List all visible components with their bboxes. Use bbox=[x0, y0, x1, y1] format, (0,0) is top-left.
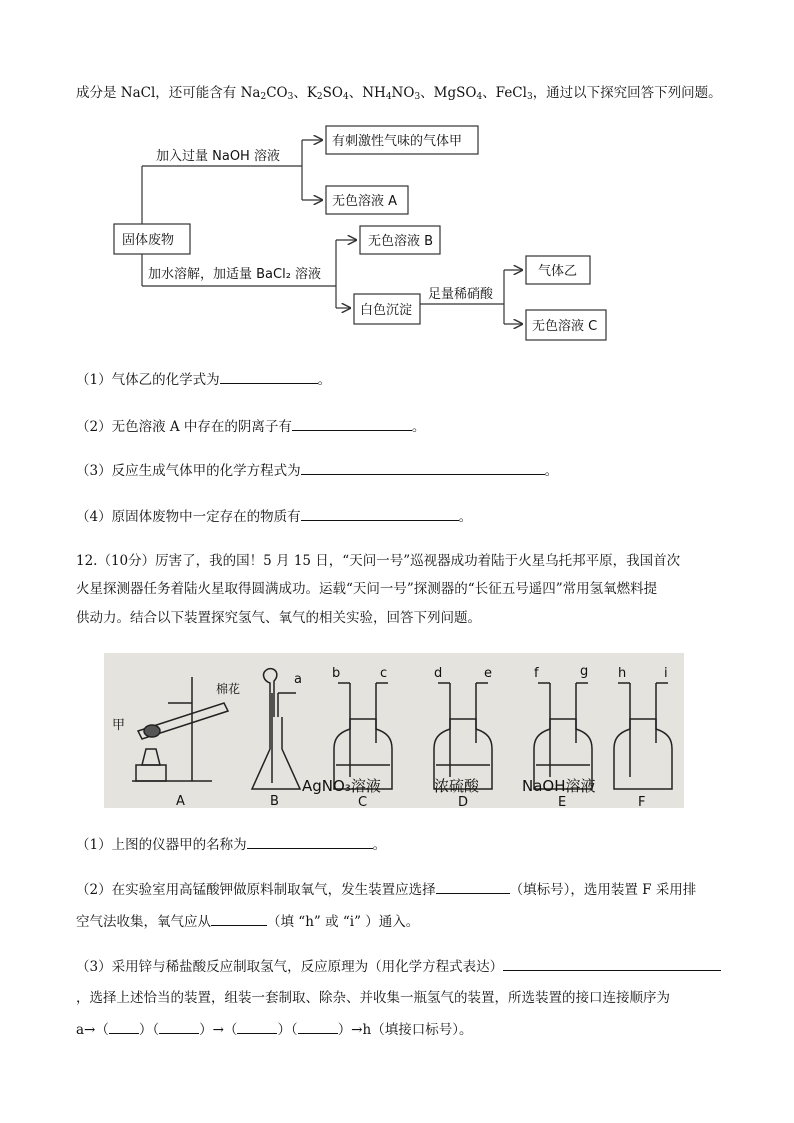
q11-2-text: （2）无色溶液 A 中存在的阴离子有 bbox=[76, 419, 292, 435]
q12-2-text-a: （2）在实验室用高锰酸钾做原料制取氧气，发生装置应选择 bbox=[76, 882, 436, 898]
flow-sol-c-label: 无色溶液 C bbox=[532, 319, 598, 334]
flow-step1-label: 加入过量 NaOH 溶液 bbox=[156, 149, 280, 164]
answer-blank[interactable] bbox=[503, 956, 721, 971]
answer-blank[interactable] bbox=[436, 879, 510, 894]
q12-3-text-d: ）（ bbox=[138, 1022, 160, 1038]
port-h: h bbox=[618, 666, 627, 681]
formula-part: 、NH bbox=[348, 85, 386, 101]
q12-3-text-c: a→（ bbox=[76, 1022, 109, 1038]
port-b: b bbox=[332, 666, 341, 681]
sub: 2 bbox=[260, 92, 267, 102]
sub: 3 bbox=[526, 92, 533, 102]
port-a: a bbox=[294, 672, 302, 687]
q12-1-end: 。 bbox=[372, 837, 387, 853]
flow-diagram bbox=[100, 120, 620, 350]
answer-blank[interactable] bbox=[159, 1019, 199, 1034]
label-cotton: 棉花 bbox=[216, 682, 241, 696]
flow-sol-b-label: 无色溶液 B bbox=[368, 234, 434, 249]
formula-part: 、K bbox=[293, 85, 317, 101]
q12-3-text-a: （3）采用锌与稀盐酸反应制取氢气，反应原理为（用化学方程式表达） bbox=[76, 959, 504, 975]
label-e: E bbox=[558, 795, 567, 808]
answer-blank[interactable] bbox=[211, 911, 267, 926]
port-g: g bbox=[580, 664, 589, 679]
flow-step2-label: 加水溶解，加适量 BaCl₂ 溶液 bbox=[148, 267, 322, 282]
q12-3-text-b: ，选择上述恰当的装置，组装一套制取、除杂、并收集一瓶氢气的装置，所选装置的接口连接顺序为 bbox=[76, 990, 670, 1006]
flow-gas-b-label: 气体乙 bbox=[538, 264, 578, 279]
answer-blank[interactable] bbox=[301, 460, 545, 475]
q12-line3: 供动力。结合以下装置探究氢气、氧气的相关实验，回答下列问题。 bbox=[76, 610, 481, 626]
q12-2b bbox=[76, 911, 419, 932]
q12-3c bbox=[76, 1019, 472, 1040]
label-a: A bbox=[176, 794, 185, 808]
q12-3-text-f: ）（ bbox=[277, 1022, 298, 1038]
answer-blank[interactable] bbox=[298, 1019, 338, 1034]
sub: 2 bbox=[316, 92, 323, 102]
bottle-c bbox=[334, 683, 392, 789]
bottle-f bbox=[614, 683, 672, 789]
port-f: f bbox=[534, 666, 539, 681]
label-c: C bbox=[358, 795, 368, 808]
q12-3-text-g: ）→h（填接口标号）。 bbox=[337, 1022, 473, 1038]
answer-blank[interactable] bbox=[220, 369, 318, 384]
q11-4 bbox=[76, 506, 472, 527]
formula-part: SO bbox=[322, 85, 343, 101]
apparatus-figure bbox=[104, 653, 684, 808]
sub: 4 bbox=[342, 92, 349, 102]
answer-blank[interactable] bbox=[301, 506, 459, 521]
answer-blank[interactable] bbox=[247, 834, 373, 849]
q11-3 bbox=[76, 460, 558, 481]
sub: 4 bbox=[476, 92, 483, 102]
answer-blank[interactable] bbox=[109, 1019, 139, 1034]
port-e: e bbox=[484, 666, 492, 681]
intro-prefix: 成分是 NaCl，还可能含有 Na bbox=[76, 85, 261, 101]
q11-3-end: 。 bbox=[544, 463, 559, 479]
q12-1-text: （1）上图的仪器甲的名称为 bbox=[76, 837, 247, 853]
q11-3-text: （3）反应生成气体甲的化学方程式为 bbox=[76, 463, 301, 479]
reagent-e: NaOH溶液 bbox=[522, 777, 596, 795]
q12-3a bbox=[76, 956, 721, 977]
q11-2-end: 。 bbox=[411, 419, 426, 435]
q11-1-end: 。 bbox=[317, 372, 332, 388]
bottle-d bbox=[434, 683, 492, 789]
q12-line2: 火星探测器任务着陆火星取得圆满成功。运载“天问一号”探测器的“长征五号遥四”常用氢氧燃料提 bbox=[76, 581, 658, 597]
q11-2 bbox=[76, 416, 425, 437]
label-f: F bbox=[638, 795, 646, 808]
conical-flask bbox=[252, 717, 300, 789]
sub: 3 bbox=[287, 92, 294, 102]
q12-line1: 12.（10分）厉害了，我的国！5 月 15 日，“天问一号”巡视器成功着陆于火星乌托邦平原，我国首次 bbox=[76, 553, 681, 569]
sub: 4 bbox=[385, 92, 392, 102]
q12-2-text-d: （填 “h” 或 “i” ）通入。 bbox=[267, 914, 420, 930]
q11-1 bbox=[76, 369, 331, 390]
bottle-e bbox=[534, 683, 592, 789]
q11-1-text: （1）气体乙的化学式为 bbox=[76, 372, 220, 388]
port-i: i bbox=[664, 666, 668, 681]
q12-3-text-e: ）→（ bbox=[199, 1022, 238, 1038]
q12-1 bbox=[76, 834, 386, 855]
q12-2-text-c: 空气法收集，氧气应从 bbox=[76, 914, 211, 930]
formula-part: 、FeCl bbox=[482, 85, 527, 101]
flow-start-label: 固体废物 bbox=[122, 233, 175, 248]
answer-blank[interactable] bbox=[292, 416, 412, 431]
label-jia: 甲 bbox=[112, 718, 126, 733]
port-c: c bbox=[380, 666, 388, 681]
sub: 3 bbox=[414, 92, 421, 102]
flow-precip-label: 白色沉淀 bbox=[360, 303, 413, 318]
q11-4-end: 。 bbox=[458, 509, 473, 525]
formula-part: 、MgSO bbox=[420, 85, 477, 101]
q12-2-text-b: （填标号），选用装置 F 采用排 bbox=[509, 882, 697, 898]
flow-gas-a-label: 有刺激性气味的气体甲 bbox=[332, 134, 463, 149]
apparatus-svg bbox=[104, 653, 684, 808]
alcohol-lamp bbox=[142, 749, 160, 765]
label-d: D bbox=[458, 795, 469, 808]
flow-sol-a-label: 无色溶液 A bbox=[332, 194, 398, 209]
q12-2a bbox=[76, 879, 696, 900]
intro-suffix: ，通过以下探究回答下列问题。 bbox=[532, 85, 722, 101]
flow-step3-label: 足量稀硝酸 bbox=[428, 287, 494, 302]
label-b: B bbox=[270, 794, 279, 808]
reagent-d: 浓硫酸 bbox=[434, 777, 480, 795]
formula-part: NO bbox=[391, 85, 415, 101]
formula-part: CO bbox=[266, 85, 288, 101]
reagent-c: AgNO₃溶液 bbox=[302, 777, 381, 795]
q11-4-text: （4）原固体废物中一定存在的物质有 bbox=[76, 509, 301, 525]
intro-line bbox=[76, 83, 722, 107]
port-d: d bbox=[434, 666, 443, 681]
answer-blank[interactable] bbox=[237, 1019, 277, 1034]
